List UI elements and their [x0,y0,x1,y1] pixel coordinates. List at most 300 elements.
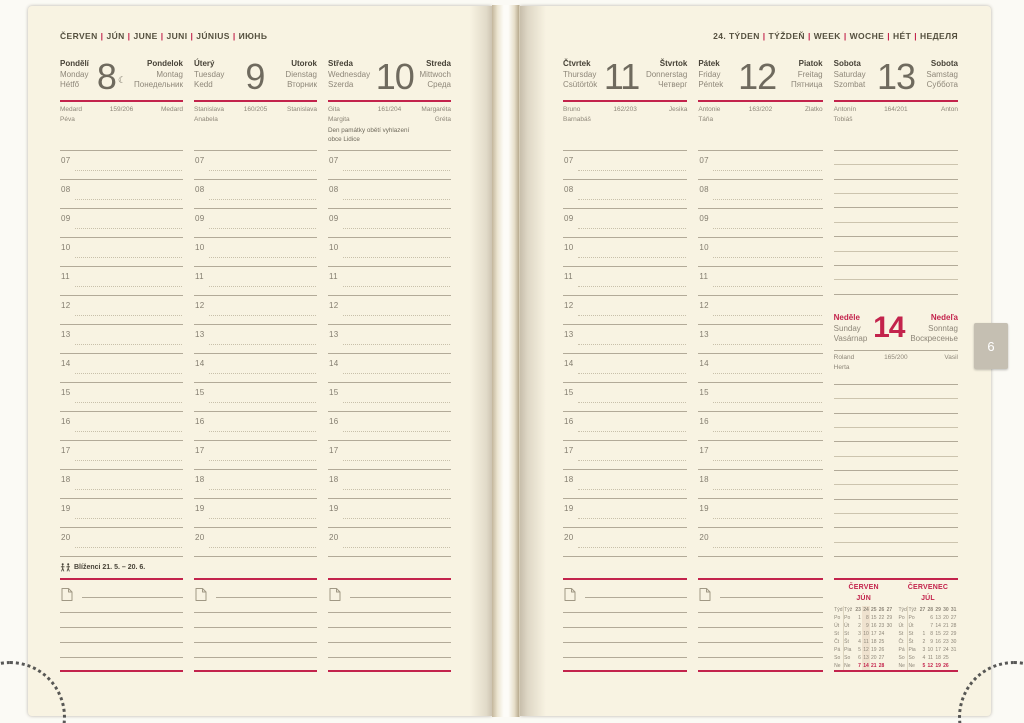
writing-line [343,228,450,229]
day-name-line: Saturday [833,69,866,79]
zodiac-band [563,556,687,578]
note-page-icon [564,587,576,602]
calendar-cell: Pia [844,647,852,653]
calendar-cell: 12 [863,647,869,653]
nameday-name: Antonín [833,106,857,113]
nameday-row-saturday [834,102,958,150]
day-name-stack [791,56,823,100]
calendar-cell: Týž [908,607,917,613]
writing-line [209,228,316,229]
writing-line [209,547,316,548]
writing-line [75,257,182,258]
day-name-line: Utorok [291,59,317,68]
calendar-cell: So [898,654,908,662]
calendar-cell: 26 [943,663,949,669]
hour-row [698,237,822,266]
day-of-year: 159/206 [109,106,134,113]
hour-row [194,469,317,498]
pipe-separator: | [807,31,811,41]
day-name-line: Szombat [833,80,866,90]
day-name-line: Среда [427,80,451,90]
hour-row [563,324,687,353]
calendar-cell: 24 [863,607,869,613]
nameday-row-friday [698,102,822,150]
writing-line [343,373,450,374]
hour-grid [698,150,822,556]
calendar-cell: Ne [834,662,844,670]
day-name-stack [419,56,451,100]
nameday-right [944,353,958,363]
calendar-cell: 14 [935,623,941,629]
hour-row [328,179,451,208]
hour-label: 07 [699,156,709,165]
calendar-cell: 7 [858,663,861,669]
hour-label: 16 [699,417,709,426]
writing-line [75,170,182,171]
hour-row [194,237,317,266]
nameday-name: Gita [328,106,340,113]
hour-row [194,382,317,411]
calendar-cell: 1 [922,631,926,637]
hour-row [698,498,822,527]
writing-line [343,460,450,461]
hour-label: 18 [699,475,709,484]
header-part: JÚNIUS [196,31,230,41]
pipe-separator: | [232,31,236,41]
notes-line [328,642,451,643]
nameday-name: Vasil [944,354,958,361]
day-name-line: Sunday [833,323,861,333]
hour-label: 10 [564,243,574,252]
pipe-separator: | [100,31,104,41]
mini-calendar-title-line: ČERVEN [848,584,879,591]
day-name-line: Vasárnap [833,334,868,344]
calendar-cell: 23 [855,607,861,613]
day-name-line: Středa [328,59,353,68]
day-number-monday: 8 ☾ [96,56,127,97]
day-name-stack [134,56,183,100]
calendar-cell: 28 [927,607,934,613]
writing-line [713,402,821,403]
notes-line [194,627,317,628]
nameday-row-wednesday [328,102,451,150]
day-of-year: 161/204 [377,106,402,113]
nameday-name: Anton [940,106,958,113]
writing-line [209,489,316,490]
notes-line [60,627,183,628]
calendar-cell: 12 [927,663,934,669]
calendar-cell [886,662,894,670]
writing-line [713,431,821,432]
calendar-cell: 7 [930,623,934,629]
calendar-cell: 27 [950,615,957,621]
calendar-cell: 3 [858,631,861,637]
nameday-name: Stanislava [194,106,224,113]
calendar-cell: Čt [898,638,908,646]
notes-line [585,597,687,598]
hour-label: 14 [564,359,574,368]
hour-label: 15 [61,388,71,397]
day-column-tuesday [194,56,317,716]
calendar-cell [886,654,894,662]
writing-line [209,170,316,171]
calendar-cell: Ne [898,662,908,670]
calendar-cell: Út [908,623,914,629]
writing-line [834,527,958,541]
day-name-line: Csütörtök [563,80,598,90]
calendar-cell: 4 [922,655,926,661]
hour-label: 15 [329,388,339,397]
day-name-line: Sobota [833,59,861,68]
pipe-separator: | [127,31,131,41]
notes-area [698,580,822,674]
hour-label: 08 [564,185,574,194]
notes-area [328,580,451,674]
writing-line [343,170,450,171]
calendar-cell: 25 [870,607,877,613]
bottom-red-rule [194,670,317,672]
calendar-cell: So [908,655,915,661]
calendar-cell: 24 [878,631,885,637]
calendar-cell: 19 [870,647,877,653]
zodiac-band [834,556,958,578]
zodiac-band [698,556,822,578]
hour-row [563,266,687,295]
hour-row [328,324,451,353]
nameday-name: Anabela [194,115,218,123]
calendar-cell: 26 [878,647,885,653]
writing-line [834,499,958,513]
day-name-stack [285,56,317,100]
day-name-line: Pondělí [60,59,89,68]
calendar-cell: 13 [863,655,869,661]
notes-line [60,642,183,643]
left-page-columns [60,56,451,716]
writing-line [834,294,958,308]
calendar-cell: So [834,654,844,662]
day-name-line: Streda [426,59,451,68]
day-name-line: Mittwoch [419,69,451,79]
writing-line [834,207,958,221]
mini-calendar-july [898,583,958,674]
hour-row [328,411,451,440]
hour-row [60,324,183,353]
calendar-cell: 9 [930,639,934,645]
hour-row [698,382,822,411]
hour-label: 12 [699,301,709,310]
calendar-cell: 11 [863,639,869,645]
calendar-cell: 21 [943,623,949,629]
writing-line [578,344,686,345]
hour-label: 19 [329,504,339,513]
day-number-saturday: 13 [877,56,916,97]
zodiac-band [194,556,317,578]
hour-row [328,266,451,295]
writing-line [209,402,316,403]
calendar-cell: Út [898,622,908,630]
writing-line [75,460,182,461]
day-of-year: 162/203 [613,106,637,113]
calendar-cell: Pia [908,647,916,653]
writing-line [713,518,821,519]
calendar-cell: 26 [878,607,885,613]
hour-label: 12 [564,301,574,310]
calendar-cell: 16 [935,639,941,645]
calendar-cell: St [898,630,908,638]
day-name-line: Monday [60,69,89,79]
calendar-cell: 23 [878,623,885,629]
hour-row [328,382,451,411]
calendar-cell: 10 [927,647,934,653]
nameday-name: Margaréta [421,106,451,113]
notes-line [563,612,687,613]
notes-area [563,580,687,674]
writing-line [834,193,958,207]
mini-calendar-title [834,583,894,604]
writing-line [578,402,686,403]
bottom-red-rule [698,670,822,672]
day-of-year: 163/202 [748,106,773,113]
hour-row [698,179,822,208]
calendar-cell: Št [908,639,914,645]
writing-line [578,257,686,258]
writing-line [343,518,450,519]
calendar-cell: St [844,631,849,637]
calendar-cell: 19 [935,663,941,669]
calendar-cell: 29 [950,631,957,637]
calendar-cell: 25 [878,639,885,645]
header-part: ČERVEN [60,31,98,41]
hour-row [328,498,451,527]
calendar-cell: Ne [844,663,851,669]
calendar-cell: St [834,630,844,638]
zodiac-band [60,556,183,578]
day-name-line: Donnerstag [645,69,688,79]
nameday-row-sunday [834,351,958,384]
header-part: JUNI [166,31,188,41]
hour-row [60,150,183,179]
notes-line [350,597,451,598]
pipe-separator: | [160,31,164,41]
hour-label: 10 [329,243,339,252]
header-part: ИЮНЬ [238,31,268,41]
hour-row [563,469,687,498]
nameday-right [941,105,958,115]
writing-line [75,228,182,229]
hour-label: 18 [564,475,574,484]
calendar-cell: 2 [858,623,861,629]
nameday-name: Stanislava [287,106,317,113]
mini-calendars [834,580,958,674]
day-name-line: Четверг [658,80,688,90]
hour-row [698,527,822,556]
hour-label: 17 [195,446,205,455]
nameday-name: Medard [60,106,83,113]
pipe-separator: | [914,31,917,41]
day-name-line: Szerda [328,80,354,90]
day-name-stack [646,56,687,100]
day-name-line: Piatok [798,59,823,68]
calendar-cell: 29 [886,615,893,621]
day-name-line: Čtvrtek [563,59,591,68]
day-name-line: Hétfő [60,80,80,90]
day-column-monday [60,56,183,716]
pipe-separator: | [190,31,194,41]
day-header-sunday [834,308,958,350]
day-name-line: Wednesday [328,69,371,79]
day-name-stack [563,56,597,100]
hour-row [563,179,687,208]
writing-line [713,228,821,229]
writing-line [75,373,182,374]
hour-row [563,382,687,411]
hour-label: 13 [329,330,339,339]
hour-label: 15 [699,388,709,397]
hour-label: 13 [195,330,205,339]
writing-line [75,286,182,287]
hour-label: 08 [195,185,205,194]
writing-line [209,518,316,519]
right-page [520,6,991,716]
hour-label: 13 [61,330,71,339]
day-name-line: Tuesday [194,69,225,79]
hour-label: 09 [195,214,205,223]
hour-row [328,353,451,382]
nameday-right [287,105,317,115]
notes-line [328,657,451,658]
hour-label: 10 [61,243,71,252]
calendar-cell: 25 [943,655,949,661]
writing-line [343,431,450,432]
hour-label: 11 [329,272,338,281]
writing-line [578,315,686,316]
day-header-tuesday [194,56,317,100]
nameday-name: Barnabáš [563,115,591,123]
calendar-cell: 14 [863,663,869,669]
calendar-cell [950,662,958,670]
writing-line [75,489,182,490]
writing-line [578,286,686,287]
day-name-line: Friday [698,69,721,79]
hour-row [698,295,822,324]
writing-line [343,344,450,345]
notes-line [60,657,183,658]
hour-row [194,440,317,469]
calendar-cell: 30 [886,623,893,629]
day-number-wednesday: 10 [375,56,414,97]
hour-label: 07 [195,156,205,165]
writing-line [75,518,182,519]
calendar-cell: 8 [930,631,934,637]
hour-row [563,295,687,324]
page-tab[interactable]: 6 [974,323,1008,369]
day-number-tuesday: 9 [245,56,265,97]
hour-row [194,498,317,527]
day-name-line: Суббота [926,80,958,90]
writing-line [834,164,958,178]
notes-line [216,597,317,598]
calendar-cell: 17 [870,631,877,637]
notes-line [563,657,687,658]
day-name-line: Freitag [797,69,823,79]
mini-calendar-title [898,583,958,604]
writing-line [209,199,316,200]
hour-label: 09 [564,214,574,223]
ruled-lines [834,384,958,556]
day-name-stack [834,56,866,100]
calendar-cell: 30 [943,607,949,613]
writing-line [343,199,450,200]
writing-line [209,257,316,258]
nameday-row-monday [60,102,183,150]
writing-line [834,222,958,236]
hour-label: 10 [699,243,709,252]
day-number-thursday: 11 [603,56,640,97]
hour-grid [328,150,451,556]
hour-row [328,237,451,266]
writing-line [834,179,958,193]
nameday-row-tuesday [194,102,317,150]
day-name-stack [194,56,224,100]
zodiac-label: Blíženci 21. 5. – 20. 6. [74,564,146,571]
header-part: WEEK [813,31,841,41]
writing-line [209,460,316,461]
hour-row [328,469,451,498]
hour-row [60,469,183,498]
hour-label: 19 [699,504,709,513]
notes-line [563,642,687,643]
writing-line [713,170,821,171]
hour-row [563,498,687,527]
hour-row [698,324,822,353]
calendar-cell: 30 [950,639,957,645]
calendar-cell: 10 [863,631,869,637]
bottom-red-rule [328,670,451,672]
day-header-friday [698,56,822,100]
nameday-name: Jesika [668,106,688,113]
calendar-cell: Pá [898,646,908,654]
writing-line [834,470,958,484]
day-header-monday [60,56,183,100]
writing-line [578,431,686,432]
writing-line [578,547,686,548]
writing-line [578,170,686,171]
notes-area [194,580,317,674]
writing-line [578,518,686,519]
nameday-right [805,105,823,115]
writing-line [834,384,958,398]
writing-line [713,373,821,374]
hour-row [328,150,451,179]
calendar-cell: 9 [862,622,870,630]
hour-grid [834,150,958,556]
notes-line [194,657,317,658]
calendar-cell: 18 [870,639,877,645]
hour-row [194,411,317,440]
day-name-stack [698,56,723,100]
day-number-friday: 12 [738,56,777,97]
header-part: TÝŽDEŇ [768,31,805,41]
day-column-thursday [563,56,687,716]
calendar-cell: Út [834,622,844,630]
writing-line [834,427,958,441]
writing-line [834,251,958,265]
gemini-icon [60,563,71,572]
writing-line [343,315,450,316]
writing-line [834,413,958,427]
writing-line [75,431,182,432]
writing-line [834,542,958,556]
